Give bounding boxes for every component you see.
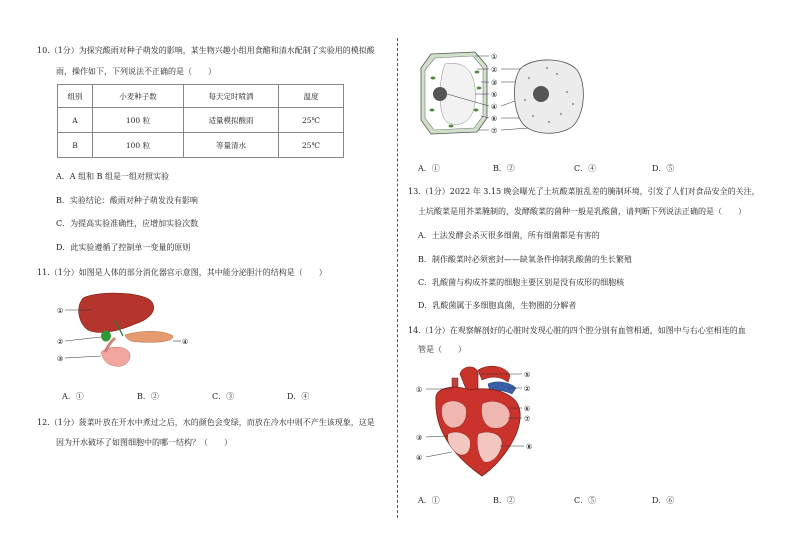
table-cell: 25℃	[279, 133, 344, 158]
table-header: 每天定时喷洒	[184, 85, 279, 108]
label-4: ④	[182, 338, 189, 346]
table-cell: B	[58, 133, 93, 158]
q14-option-a[interactable]: A．①	[418, 496, 440, 505]
q12-stem-line1: 12.（1分）菠菜叶放在开水中煮过之后，水的颜色会变绿，而放在冷水中则不产生该现象，这是	[37, 418, 375, 427]
q10-option-a[interactable]: A．A 组和 B 组是一组对照实验	[56, 172, 170, 181]
q12-option-b[interactable]: B．②	[493, 164, 515, 173]
heart-label-2: ②	[524, 385, 531, 393]
table-cell: 25℃	[279, 108, 344, 133]
heart-body	[436, 387, 520, 476]
table-header: 温度	[279, 85, 344, 108]
table-row	[58, 133, 344, 158]
q10-option-d[interactable]: D．此实验遵循了控制单一变量的原则	[56, 243, 191, 252]
cell-label-1: ①	[491, 53, 498, 61]
table-cell: 100 粒	[93, 108, 184, 133]
q10-option-b[interactable]: B．实验结论：酸雨对种子萌发没有影响	[56, 196, 198, 205]
column-divider	[397, 38, 398, 518]
heart-label-6: ⑥	[524, 405, 531, 413]
q10-stem-line1: 10.（1分）为探究酸雨对种子萌发的影响，某生物兴趣小组用食醋和清水配制了实验用的模拟酸	[37, 46, 375, 55]
q12-option-a[interactable]: A．①	[418, 164, 440, 173]
q10-stem-line2: 雨，操作如下，下列说法不正确的是（ ）	[56, 67, 216, 76]
q10-option-c[interactable]: C．为提高实验准确性，应增加实验次数	[56, 219, 199, 228]
q13-stem-line1: 13.（1分）2022 年 3.15 晚会曝光了土坑酸菜脏乱差的腌制环境，引发了人们对食品安全的关注，	[408, 187, 760, 196]
q11-option-a[interactable]: A．①	[62, 392, 84, 401]
table-cell: 100 粒	[93, 133, 184, 158]
table-cell: 适量模拟酸雨	[184, 108, 279, 133]
gallbladder-shape	[101, 331, 111, 342]
heart-label-3: ③	[416, 434, 423, 442]
label-2: ②	[57, 338, 64, 346]
q13-option-c[interactable]: C．乳酸菌与构成芥菜的细胞主要区别是没有成形的细胞核	[418, 278, 625, 287]
q11-option-c[interactable]: C．③	[212, 392, 235, 401]
label-3: ③	[57, 355, 64, 363]
liver-shape	[79, 293, 154, 332]
plant-and-animal-cell-diagram	[417, 48, 587, 140]
cell-label-5: ⑤	[491, 91, 498, 99]
cell-label-2: ②	[491, 66, 498, 74]
cell-label-3: ③	[491, 79, 498, 87]
label-1: ①	[57, 307, 64, 315]
q14-stem-line1: 14.（1分）在观察解剖好的心脏时发现心脏的四个腔分别有血管相通，如图中与右心室相连的血	[408, 326, 746, 335]
q12-stem-line2: 因为开水破坏了如图细胞中的哪一结构？（ ）	[56, 438, 232, 447]
q11-option-d[interactable]: D．④	[287, 392, 310, 401]
heart-label-5: ⑤	[524, 371, 531, 379]
table-cell: A	[58, 108, 93, 133]
plant-nucleus	[433, 87, 447, 101]
q13-option-a[interactable]: A．土法发酵会杀灭很多细菌，所有细菌都是有害的	[418, 231, 600, 240]
heart-label-4: ④	[416, 454, 423, 462]
q11-stem-line1: 11.（1分）如图是人体的部分消化器官示意图，其中能分泌胆汁的结构是（ ）	[37, 268, 327, 277]
heart-diagram	[412, 364, 552, 484]
table-row	[58, 108, 344, 133]
q14-option-c[interactable]: C．⑤	[574, 496, 597, 505]
heart-label-7: ⑦	[524, 415, 531, 423]
cell-label-7: ⑦	[491, 127, 498, 135]
table-cell: 等量清水	[184, 133, 279, 158]
q13-stem-line2: 土坑酸菜是用芥菜腌制的，发酵酸菜的菌种一般是乳酸菌，请判断下列说法正确的是（ ）	[418, 207, 746, 216]
heart-label-8: ⑧	[526, 443, 533, 451]
q12-option-d[interactable]: D．⑤	[652, 164, 675, 173]
q10-experiment-table	[57, 84, 344, 158]
pancreas-shape	[125, 331, 173, 342]
heart-label-1: ①	[416, 386, 423, 394]
q14-stem-line2: 管是（ ）	[418, 345, 466, 354]
cell-label-4: ④	[491, 103, 498, 111]
q11-option-b[interactable]: B．②	[137, 392, 159, 401]
q12-option-c[interactable]: C．④	[574, 164, 597, 173]
q14-option-d[interactable]: D．⑥	[652, 496, 675, 505]
q13-option-b[interactable]: B．制作酸菜时必须密封——缺氧条件抑制乳酸菌的生长繁殖	[418, 255, 632, 264]
animal-nucleus	[533, 86, 549, 102]
table-header: 组别	[58, 85, 93, 108]
cell-label-6: ⑥	[491, 115, 498, 123]
table-header: 小麦种子数	[93, 85, 184, 108]
digestive-organs-diagram	[55, 290, 195, 380]
q14-option-b[interactable]: B．②	[493, 496, 515, 505]
q13-option-d[interactable]: D．乳酸菌属于多细胞真菌，生物圈的分解者	[418, 301, 577, 310]
